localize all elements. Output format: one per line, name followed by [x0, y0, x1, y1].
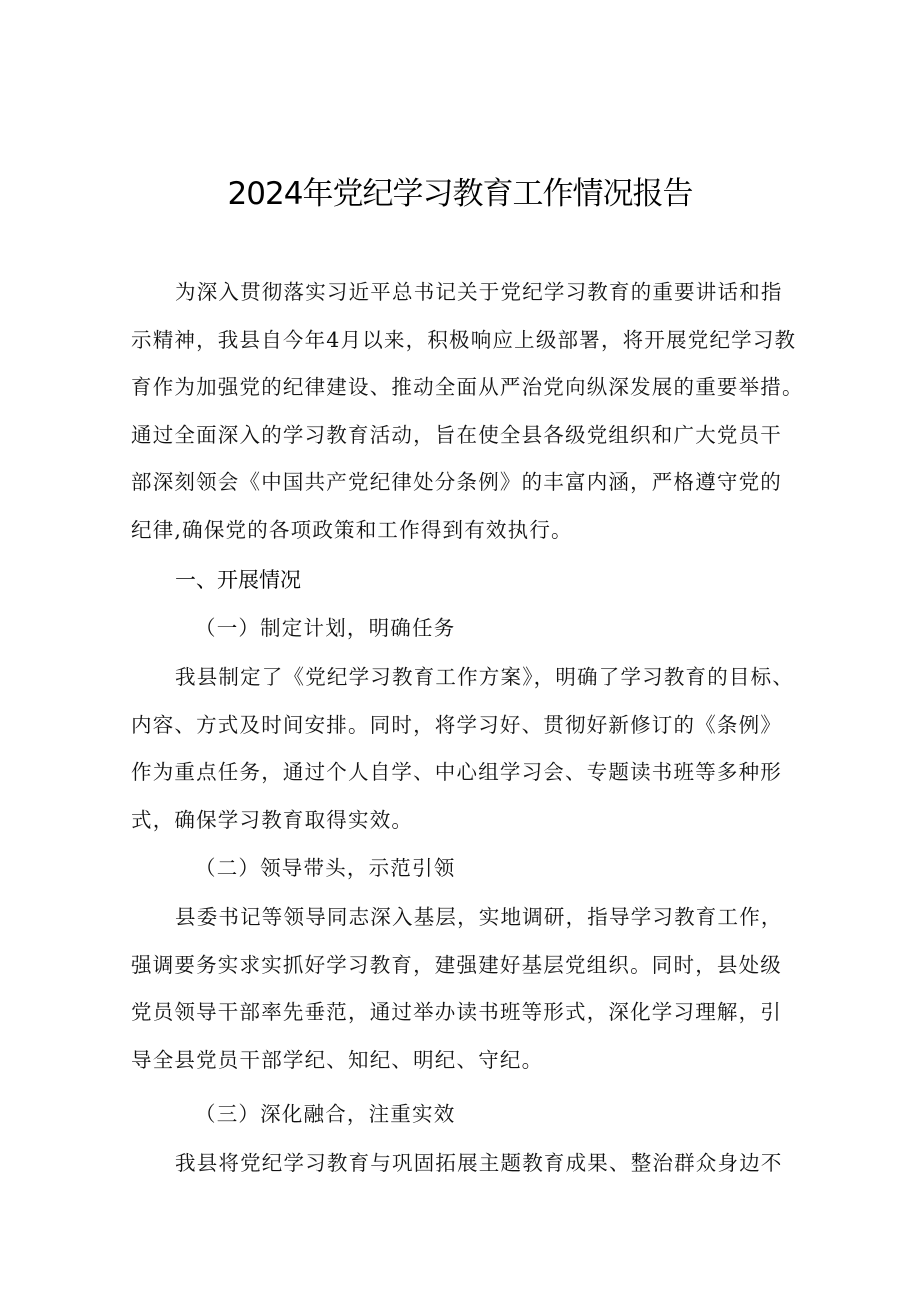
subsection-heading: （三）深化融合，注重实效 — [195, 1102, 456, 1126]
document-title: 2024年党纪学习教育工作情况报告 — [227, 176, 693, 212]
paragraph-line: 为深入贯彻落实习近平总书记关于党纪学习教育的重要讲话和指 — [175, 280, 783, 304]
paragraph-line: 纪律,确保党的各项政策和工作得到有效执行。 — [131, 517, 573, 542]
paragraph-line: 党员领导干部率先垂范，通过举办读书班等形式，深化学习理解，引 — [131, 1000, 782, 1024]
intro-paragraph — [131, 269, 811, 554]
subsection-heading: （二）领导带头，示范引领 — [195, 856, 456, 880]
paragraph-line: 县委书记等领导同志深入基层，实地调研，指导学习教育工作， — [175, 905, 783, 929]
subsection-paragraph — [131, 1140, 811, 1188]
paragraph-line: 式，确保学习教育取得实效。 — [131, 807, 414, 832]
paragraph-line: 强调要务实求实抓好学习教育，建强建好基层党组织。同时，县处级 — [131, 952, 782, 977]
subsection-paragraph — [131, 894, 811, 1084]
paragraph-line: 内容、方式及时间安排。同时，将学习好、贯彻好新修订的《条例》 — [131, 712, 782, 737]
paragraph-line: 示精神，我县自今年4月以来，积极响应上级部署，将开展党纪学习教 — [131, 327, 797, 352]
section-heading: 一、开展情况 — [175, 568, 301, 592]
paragraph-line: 导全县党员干部学纪、知纪、明纪、守纪。 — [131, 1047, 544, 1072]
paragraph-line: 我县将党纪学习教育与巩固拓展主题教育成果、整治群众身边不 — [175, 1151, 783, 1175]
subsection-paragraph — [131, 654, 811, 844]
paragraph-line: 部深刻领会《中国共产党纪律处分条例》的丰富内涵，严格遵守党的 — [131, 470, 782, 494]
paragraph-line: 育作为加强党的纪律建设、推动全面从严治党向纵深发展的重要举措。 — [131, 375, 804, 399]
paragraph-line: 通过全面深入的学习教育活动，旨在使全县各级党组织和广大党员干 — [131, 422, 782, 447]
paragraph-line: 作为重点任务，通过个人自学、中心组学习会、专题读书班等多种形 — [131, 760, 782, 784]
subsection-heading: （一）制定计划，明确任务 — [195, 616, 456, 640]
paragraph-line: 我县制定了《党纪学习教育工作方案》，明确了学习教育的目标、 — [175, 665, 795, 689]
